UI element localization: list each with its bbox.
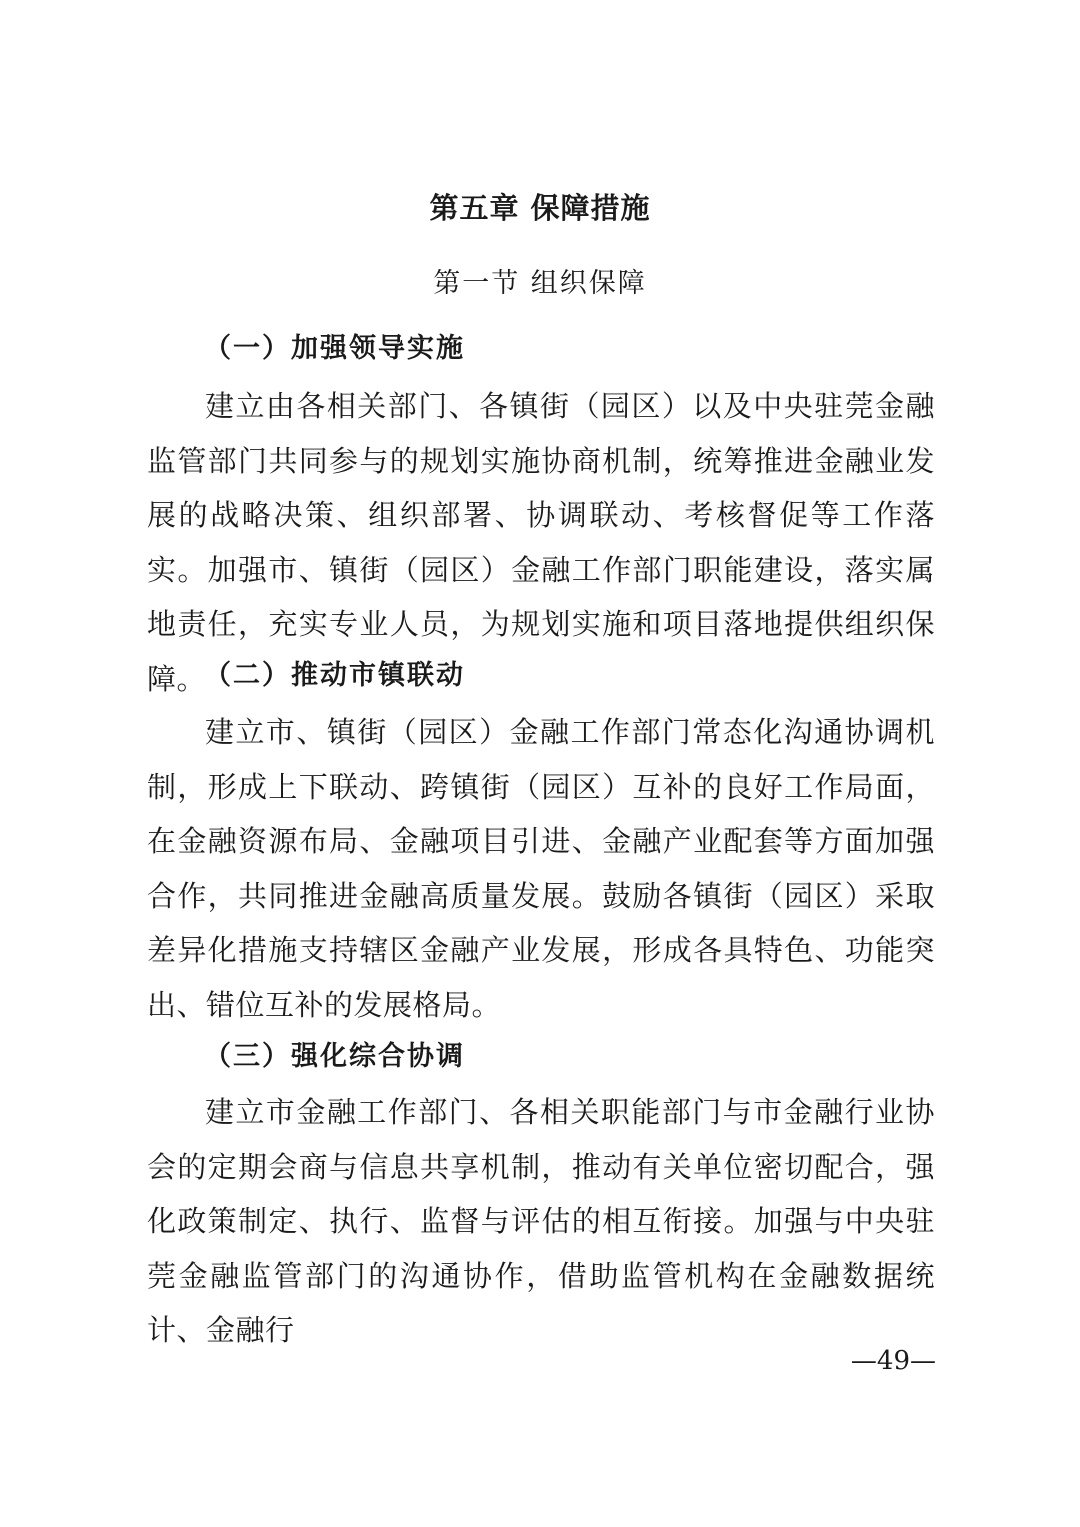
subsection-heading-3: （三）强化综合协调 <box>204 1041 465 1072</box>
section-title: 第一节 组织保障 <box>433 268 647 299</box>
page-number: —49— <box>850 1346 936 1376</box>
subsection-body-2: 建立市、镇街（园区）金融工作部门常态化沟通协调机制，形成上下联动、跨镇街（园区）互补的良好工作局面，在金融资源布局、金融项目引进、金融产业配套等方面加强合作，共同推进金融高质量发展。鼓励各镇街（园区）采取差异化措施支持辖区金融产业发展，形成各具特色、功能突出、错位互补的发展格局。 <box>147 715 935 1022</box>
chapter-title: 第五章 保障措施 <box>429 191 651 225</box>
subsection-body-3: 建立市金融工作部门、各相关职能部门与市金融行业协会的定期会商与信息共享机制，推动有关单位密切配合，强化政策制定、执行、监督与评估的相互衔接。加强与中央驻莞金融监管部门的沟通协作，借助监管机构在金融数据统计、金融行 <box>147 1095 935 1348</box>
subsection-body-1: 建立由各相关部门、各镇街（园区）以及中央驻莞金融监管部门共同参与的规划实施协商机制，统筹推进金融业发展的战略决策、组织部署、协调联动、考核督促等工作落实。加强市、镇街（园区）金融工作部门职能建设，落实属地责任，充实专业人员，为规划实施和项目落地提供组织保障。 <box>147 389 935 696</box>
subsection-heading-2: （二）推动市镇联动 <box>204 660 465 691</box>
subsection-heading-1: （一）加强领导实施 <box>204 333 465 364</box>
